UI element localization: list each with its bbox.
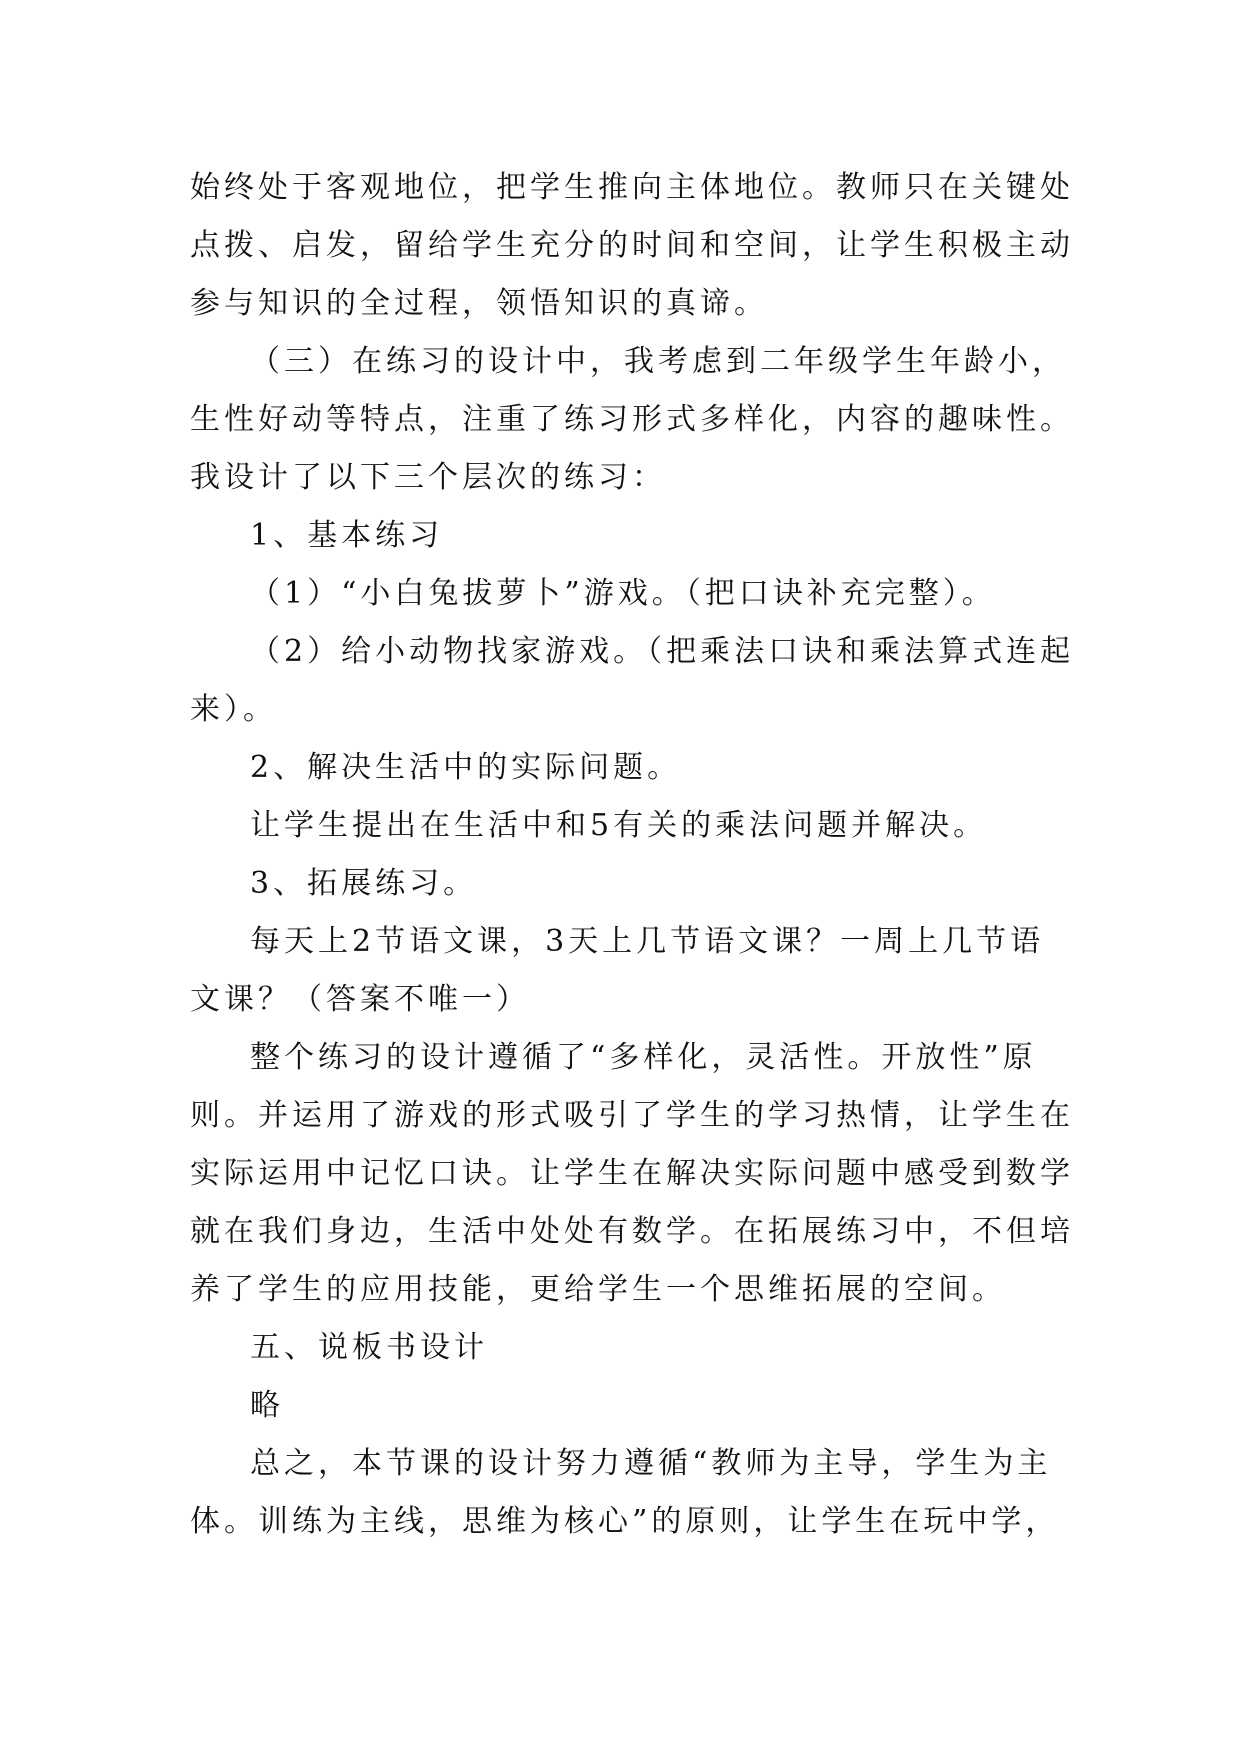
text-line: 2、解决生活中的实际问题。 (250, 750, 682, 785)
text-line: 始终处于客观地位，把学生推向主体地位。教师只在关键处 (190, 170, 1074, 205)
text-line: 总之，本节课的设计努力遵循“教师为主导，学生为主 (250, 1446, 1052, 1481)
text-line: 点拨、启发，留给学生充分的时间和空间，让学生积极主动 (190, 228, 1074, 263)
text-line: 养了学生的应用技能，更给学生一个思维拓展的空间。 (190, 1272, 1006, 1307)
text-line: 1、基本练习 (250, 518, 444, 553)
text-line: 让学生提出在生活中和5有关的乘法问题并解决。 (250, 808, 988, 843)
text-line: 实际运用中记忆口诀。让学生在解决实际问题中感受到数学 (190, 1156, 1074, 1191)
text-line: 体。训练为主线，思维为核心”的原则，让学生在玩中学， (190, 1504, 1060, 1539)
text-line: （三）在练习的设计中，我考虑到二年级学生年龄小， (250, 344, 1066, 379)
text-line: 生性好动等特点，注重了练习形式多样化，内容的趣味性。 (190, 402, 1074, 437)
section-heading: 五、说板书设计 (250, 1330, 488, 1365)
text-line: 每天上2节语文课，3天上几节语文课？一周上几节语 (250, 924, 1045, 959)
text-line: 3、拓展练习。 (250, 866, 478, 901)
text-line: 就在我们身边，生活中处处有数学。在拓展练习中，不但培 (190, 1214, 1074, 1249)
text-line: 略 (250, 1388, 284, 1423)
text-line: （1）“小白兔拔萝卜”游戏。（把口诀补充完整）。 (250, 576, 996, 611)
text-line: 来）。 (190, 692, 277, 727)
text-line: 参与知识的全过程，领悟知识的真谛。 (190, 286, 768, 321)
text-line: 整个练习的设计遵循了“多样化，灵活性。开放性”原 (250, 1040, 1037, 1075)
text-line: （2）给小动物找家游戏。（把乘法口诀和乘法算式连起 (250, 634, 1075, 669)
text-line: 我设计了以下三个层次的练习： (190, 460, 666, 495)
text-line: 则。并运用了游戏的形式吸引了学生的学习热情，让学生在 (190, 1098, 1074, 1133)
text-line: 文课？（答案不唯一） (190, 982, 530, 1017)
